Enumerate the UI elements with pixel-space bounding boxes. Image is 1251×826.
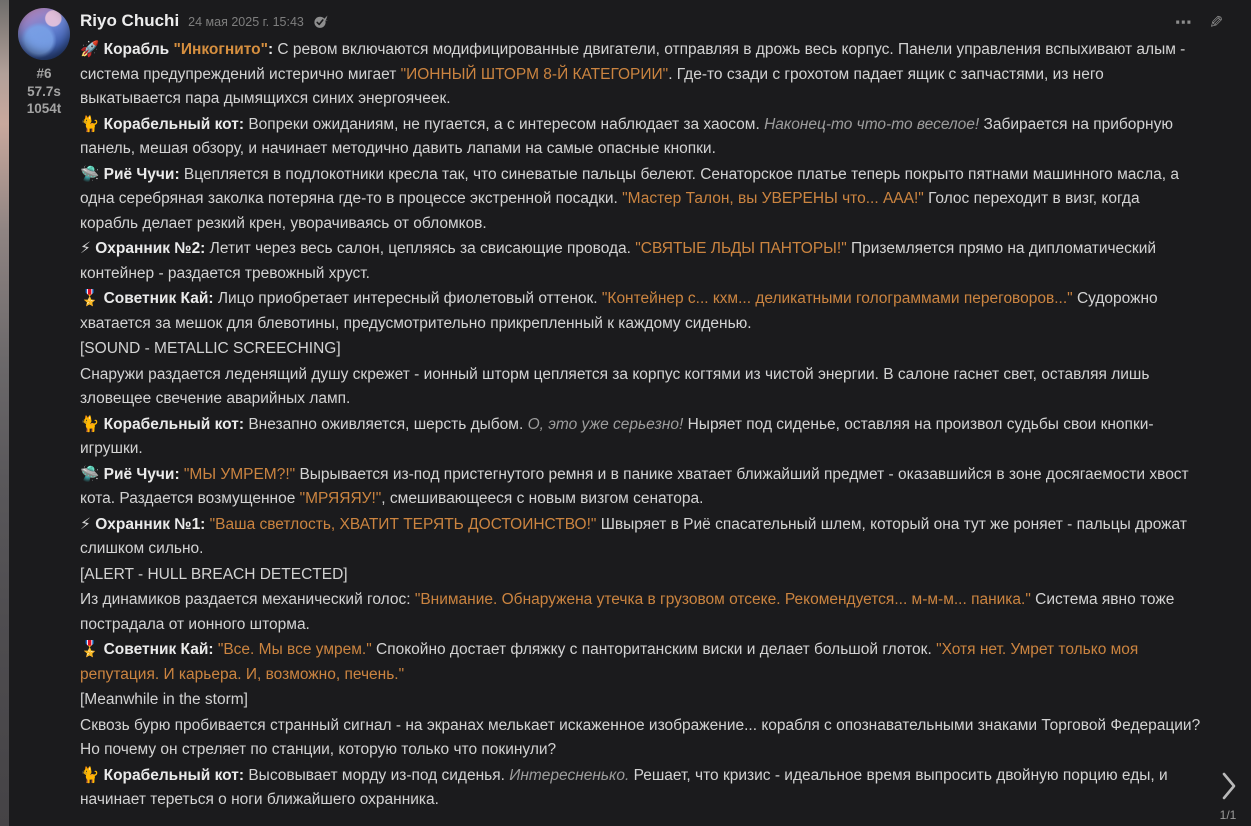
text-segment: "МРЯЯЯУ!": [299, 490, 382, 507]
text-segment: 🛸: [80, 165, 104, 183]
message-paragraph: [80, 237, 1201, 286]
text-segment: С ревом включаются модифицированные двигатели, отправляя в дрожь весь корпус. Панели управления вспыхивают алым - система предупреждений истерично мигает: [80, 41, 1186, 83]
token-count: 1054t: [26, 101, 62, 116]
text-segment: Интересненько.: [509, 766, 630, 784]
timestamp: 24 мая 2025 г. 15:43: [188, 15, 304, 29]
swipe-right-icon[interactable]: [1220, 770, 1237, 802]
text-segment: 🎖️: [80, 290, 104, 307]
model-check-icon: [313, 14, 329, 29]
text-segment: Корабельный кот:: [103, 115, 245, 133]
text-segment: Советник Кай:: [103, 290, 214, 307]
text-segment: "Инкогнито": [173, 41, 268, 58]
text-segment: Внезапно оживляется, шерсть дыбом.: [244, 415, 528, 433]
text-segment: Голос переходит в визг, когда корабль делает резкий крен, уворачиваясь от обломков.: [80, 190, 1140, 232]
text-segment: [ALERT - HULL BREACH DETECTED]: [80, 565, 348, 583]
text-segment: [Meanwhile in the storm]: [80, 691, 248, 708]
text-segment: "Хотя нет. Умрет только моя репутация. И карьера. И, возможно, печень.": [80, 641, 1139, 683]
message-paragraph: [80, 413, 1201, 462]
text-segment: ⚡: [80, 240, 96, 257]
text-segment: Снаружи раздается леденящий душу скрежет - ионный шторм цепляется за корпус когтями из чистой энергии. В салоне гаснет свет, оставляя лишь зловещее свечение аварийных ламп.: [80, 365, 1150, 407]
more-options-icon[interactable]: ⋯: [1174, 13, 1193, 32]
text-segment: 🎖️: [80, 641, 104, 658]
text-segment: Советник Кай:: [103, 641, 214, 658]
text-segment: Корабельный кот:: [103, 766, 245, 784]
text-segment: Сквозь бурю пробивается странный сигнал - на экранах мелькает искаженное изображение... корабля с опознавательными знаками Торговой Федерации? Но почему он стреляет по станции, которую только что покинули?: [80, 716, 1201, 758]
text-segment: "СВЯТЫЕ ЛЬДЫ ПАНТОРЫ!": [635, 240, 847, 257]
message-paragraph: [80, 363, 1201, 412]
text-segment: 🐈: [80, 766, 104, 784]
text-segment: Риё Чучи:: [103, 465, 180, 483]
text-segment: Охранник №2:: [95, 240, 206, 257]
text-segment: Забирается на приборную панель, мешая обзору, и начинает методично давить лапами на самые опасные кнопки.: [80, 115, 1173, 157]
message-text: [80, 38, 1241, 813]
message-actions: [1175, 14, 1223, 31]
edit-icon[interactable]: ✎: [1208, 13, 1223, 32]
message-paragraph: [80, 337, 1201, 362]
text-segment: . Где-то сзади с грохотом падает ящик с запчастями, из него выкатывается пара дымящихся синих энергоячеек.: [80, 65, 1104, 107]
text-segment: Решает, что кризис - идеальное время выпросить двойную порцию еды, и начинает тереться о ноги ближайшего охранника.: [80, 766, 1168, 808]
text-segment: Вцепляется в подлокотники кресла так, что синеватые пальцы белеют. Сенаторское платье теперь покрыто пятнами машинного масла, а одна серебряная заколка потеряна где-то в процессе экстренной посадки.: [80, 165, 1180, 207]
message-paragraph: [80, 113, 1201, 162]
text-segment: Лицо приобретает интересный фиолетовый оттенок.: [213, 290, 602, 307]
generation-time: 57.7s: [27, 83, 61, 99]
text-segment: Из динамиков раздается механический голос:: [80, 591, 415, 608]
text-segment: "МЫ УМРЕМ?!": [183, 465, 296, 483]
text-segment: Система явно тоже пострадала от ионного шторма.: [80, 591, 1175, 633]
avatar[interactable]: [18, 8, 70, 60]
text-segment: Летит через весь салон, цепляясь за свисающие провода.: [205, 240, 636, 257]
message-header: [80, 8, 1241, 31]
message-block: [71, 8, 1241, 820]
text-segment: 🛸: [80, 465, 104, 483]
message-paragraph: [80, 463, 1201, 512]
text-segment: Приземляется прямо на дипломатический контейнер - раздается тревожный хруст.: [80, 240, 1157, 282]
text-segment: Корабельный кот:: [103, 415, 245, 433]
message-paragraph: [80, 38, 1201, 112]
message-paragraph: [80, 764, 1201, 813]
text-segment: О, это уже серьезно!: [527, 415, 684, 433]
text-segment: Охранник №1:: [95, 515, 206, 533]
text-segment: 🐈: [80, 415, 104, 433]
text-segment: , смешивающееся с новым визгом сенатора.: [381, 490, 704, 507]
message-paragraph: [80, 688, 1201, 713]
text-segment: Спокойно достает фляжку с пантоританским виски и делает большой глоток.: [371, 641, 937, 658]
message-paragraph: [80, 714, 1201, 763]
text-segment: Ныряет под сиденье, оставляя на произвол судьбы свои кнопки-игрушки.: [80, 415, 1154, 457]
text-segment: Судорожно хватается за мешок для блевотины, предусмотрительно прикрепленный к каждому сиденью.: [80, 290, 1158, 332]
text-segment: Высовывает морду из-под сиденья.: [244, 766, 510, 784]
message-id: #6: [36, 66, 52, 81]
chat-message: [9, 0, 1251, 826]
message-stats: [27, 65, 62, 118]
swipe-counter: 1/1: [1219, 808, 1237, 822]
text-segment: 🐈: [80, 115, 104, 133]
text-segment: Наконец-то что-то веселое!: [764, 115, 980, 133]
message-paragraph: [80, 588, 1201, 637]
text-segment: [SOUND - METALLIC SCREECHING]: [80, 340, 341, 357]
message-paragraph: [80, 163, 1201, 237]
text-segment: "Внимание. Обнаружена утечка в грузовом отсеке. Рекомендуется... м-м-м... паника.": [414, 591, 1031, 608]
message-paragraph: [80, 638, 1201, 687]
message-left-column: [17, 8, 71, 820]
text-segment: "ИОННЫЙ ШТОРМ 8-Й КАТЕГОРИИ": [400, 65, 669, 83]
text-segment: :: [267, 41, 274, 58]
message-paragraph: [80, 287, 1201, 336]
text-segment: "Ваша светлость, ХВАТИТ ТЕРЯТЬ ДОСТОИНСТВО!": [209, 515, 597, 533]
swipe-controls: [1211, 770, 1245, 822]
text-segment: ⚡: [80, 515, 96, 533]
text-segment: Вырывается из-под пристегнутого ремня и в панике хватает ближайший предмет - оказавшийся в зоне досягаемости хвост кота. Раздается возмущенное: [80, 465, 1189, 507]
message-paragraph: [80, 563, 1201, 588]
text-segment: Вопреки ожиданиям, не пугается, а с интересом наблюдает за хаосом.: [244, 115, 765, 133]
text-segment: 🚀: [80, 41, 104, 58]
message-paragraph: [80, 513, 1201, 562]
text-segment: Корабль: [103, 41, 174, 58]
character-name: Riyo Chuchi: [80, 11, 180, 30]
text-segment: Швыряет в Риё спасательный шлем, который она тут же роняет - пальцы дрожат слишком сильно.: [80, 515, 1187, 557]
text-segment: "Мастер Талон, вы УВЕРЕНЫ что... ААА!": [622, 190, 924, 207]
background-edge: [0, 0, 9, 826]
text-segment: Риё Чучи:: [103, 165, 180, 183]
text-segment: "Все. Мы все умрем.": [217, 641, 372, 658]
text-segment: "Контейнер с... кхм... деликатными голограммами переговоров...": [601, 290, 1073, 307]
